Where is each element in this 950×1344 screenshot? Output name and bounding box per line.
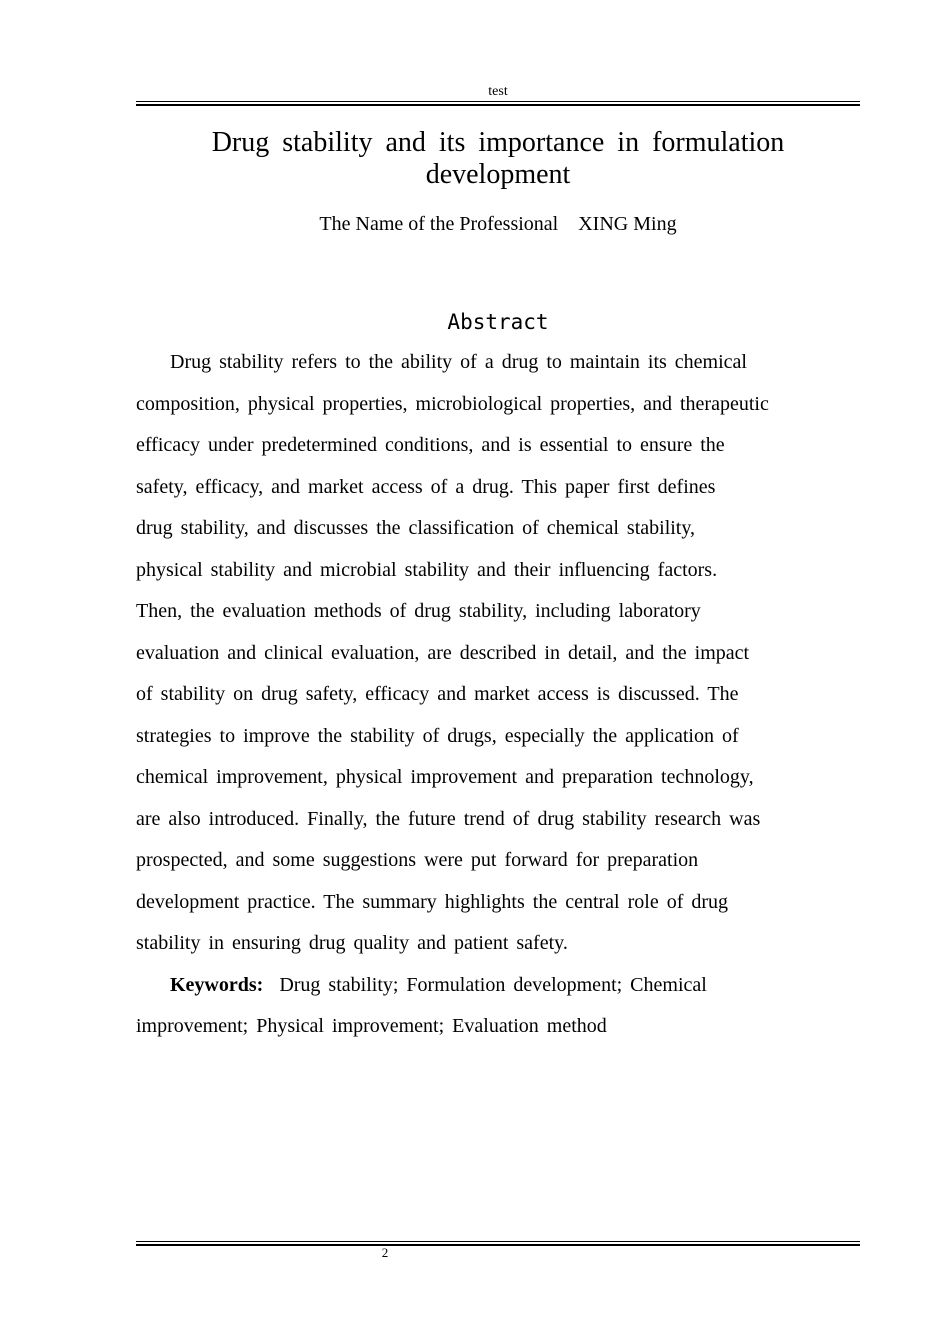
abstract-line: stability in ensuring drug quality and patient safety. <box>136 932 568 954</box>
abstract-line: efficacy under predetermined conditions, and is essential to ensure the <box>136 434 725 456</box>
abstract-line: Then, the evaluation methods of drug stability, including laboratory <box>136 600 701 622</box>
abstract-line: of stability on drug safety, efficacy and market access is discussed. The <box>136 683 739 705</box>
abstract-line: evaluation and clinical evaluation, are described in detail, and the impact <box>136 641 750 664</box>
footer-rule <box>136 1241 860 1246</box>
abstract-line: composition, physical properties, microbiological properties, and therapeutic <box>136 392 769 415</box>
keywords-line-continued: improvement; Physical improvement; Evaluation method <box>136 1015 607 1037</box>
running-header: test <box>488 84 508 99</box>
abstract-line: prospected, and some suggestions were put forward for preparation <box>136 849 699 871</box>
abstract-line: physical stability and microbial stability and their influencing factors. <box>136 558 718 581</box>
abstract-line: development practice. The summary highlights the central role of drug <box>136 890 729 913</box>
keywords-line <box>136 967 860 1009</box>
page-number: 2 <box>381 1245 389 1260</box>
abstract-line: safety, efficacy, and market access of a drug. This paper first defines <box>136 475 716 498</box>
abstract-line: strategies to improve the stability of drugs, especially the application of <box>136 724 739 747</box>
abstract-line: drug stability, and discusses the classification of chemical stability, <box>136 517 696 539</box>
author-line: The Name of the Professional XING Ming <box>319 213 677 235</box>
abstract-line: Drug stability refers to the ability of a drug to maintain its chemical <box>170 351 747 373</box>
abstract-line: chemical improvement, physical improvement and preparation technology, <box>136 766 754 788</box>
keywords-text: Drug stability; Formulation development; Chemical <box>279 973 707 996</box>
paper-title: Drug stability and its importance in formulation development <box>211 127 785 190</box>
abstract-line: are also introduced. Finally, the future trend of drug stability research was <box>136 807 761 830</box>
keywords-label: Keywords: <box>170 973 264 996</box>
abstract-body <box>136 344 860 1050</box>
abstract-heading: Abstract <box>447 310 549 334</box>
header-rule <box>136 101 860 106</box>
